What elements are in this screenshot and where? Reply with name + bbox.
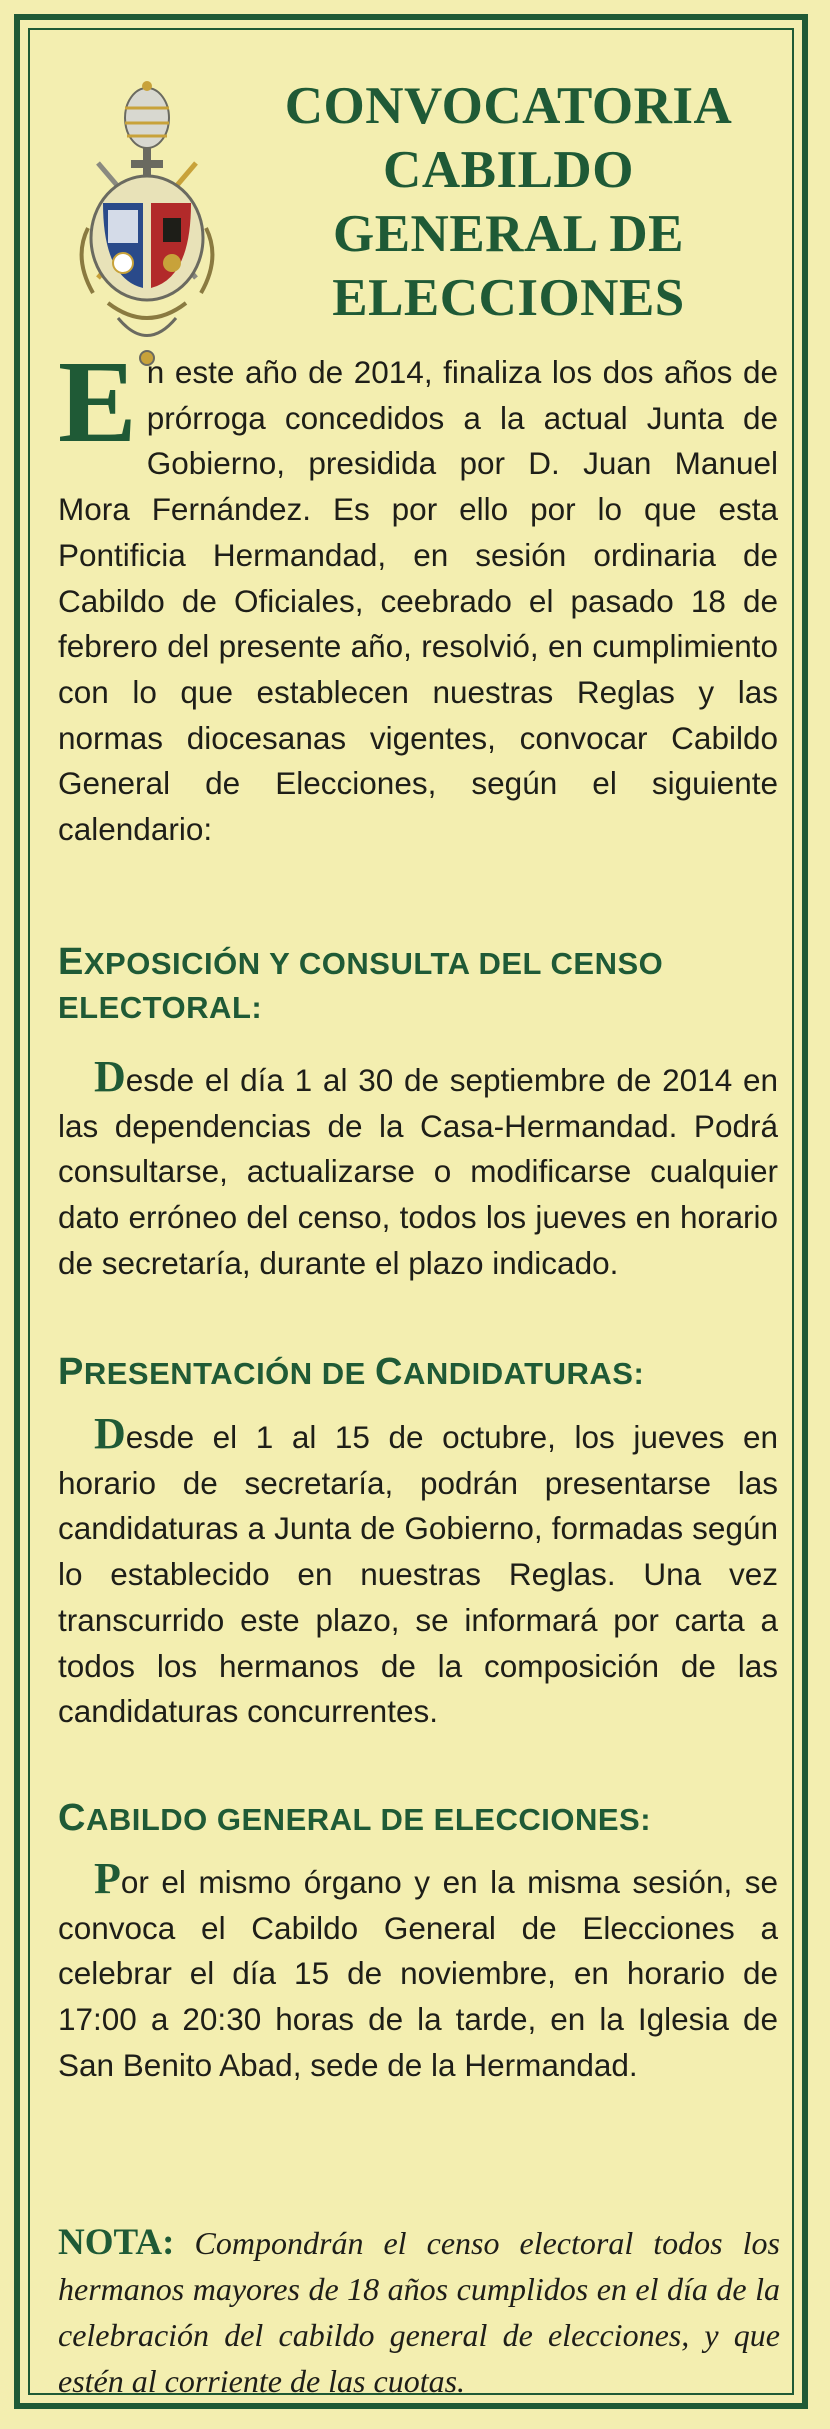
title-line-3: GENERAL DE xyxy=(332,205,685,263)
intro-paragraph xyxy=(58,336,778,853)
title-line-2: CABILDO xyxy=(383,141,634,199)
page-title xyxy=(236,74,781,330)
section-heading-census-rest: XPOSICIÓN Y CONSULTA DEL CENSO ELECTORAL: xyxy=(58,946,664,1025)
note-paragraph xyxy=(58,2220,780,2404)
section-heading-elections xyxy=(58,1796,778,1842)
note-text: Compondrán el censo electoral todos los hermanos mayores de 18 años cumplidos en el día de la celebración del cabildo general de elecciones, y que estén al corriente de las cuotas. xyxy=(58,2225,781,2399)
section-elections-dropcap: P xyxy=(94,1854,121,1903)
section-census-text: esde el día 1 al 30 de septiembre de 2014 en las dependencias de la Casa-Hermandad. Podrá consultarse, actualizarse o modificarse cualquier dato erróneo del censo, todos los jueves en horario de secretaría, durante el plazo indicado. xyxy=(58,1062,778,1281)
section-candidacies-dropcap: D xyxy=(94,1409,126,1458)
title-line-1: CONVOCATORIA xyxy=(284,77,733,135)
section-heading-candidacies-cap2: C xyxy=(374,1351,403,1393)
intro-text: n este año de 2014, finaliza los dos años de prórroga concedidos a la actual Junta de Gobierno, presidida por D. Juan Manuel Mora Fernández. Es por ello por lo que esta Pontificia Hermandad, en sesión ordinaria de Cabildo de Oficiales, ceebrado el pasado 18 de febrero del presente año, resolvió, en cumplimiento con lo que establecen nuestras Reglas y las normas diocesanas vigentes, convocar Cabildo General de Elecciones, según el siguiente calendario: xyxy=(58,354,778,848)
section-candidacies-text: esde el 1 al 15 de octubre, los jueves en horario de secretaría, podrán presentarse las candidaturas a Junta de Gobierno, formadas según lo establecido en nuestras Reglas. Una vez transcurrido este plazo, se informará por carta a todos los hermanos de la composición de las candidaturas concurrentes. xyxy=(58,1419,778,1730)
intro-dropcap: E xyxy=(58,336,137,467)
section-heading-candidacies xyxy=(58,1350,778,1396)
section-heading-candidacies-cap: P xyxy=(58,1351,84,1393)
section-body-candidacies xyxy=(58,1411,778,1735)
note-label: NOTA: xyxy=(58,2222,175,2263)
section-heading-census xyxy=(58,940,778,1030)
section-heading-elections-cap: C xyxy=(58,1797,86,1839)
section-heading-candidacies-rest2: ANDIDATURAS: xyxy=(402,1356,645,1391)
section-heading-candidacies-rest: RESENTACIÓN DE xyxy=(83,1356,375,1391)
title-line-4: ELECCIONES xyxy=(332,269,685,327)
brotherhood-coat-of-arms-icon xyxy=(68,78,226,374)
section-elections-text: or el mismo órgano y en la misma sesión, se convoca el Cabildo General de Elecciones a celebrar el día 15 de noviembre, en horario de 17:00 a 20:30 horas de la tarde, en la Iglesia de San Benito Abad, sede de la Hermandad. xyxy=(58,1864,778,2083)
section-body-elections xyxy=(58,1856,778,2089)
section-heading-census-cap: E xyxy=(58,941,84,983)
section-heading-elections-rest: ABILDO GENERAL DE ELECCIONES: xyxy=(85,1802,652,1837)
section-body-census xyxy=(58,1054,778,1287)
section-census-dropcap: D xyxy=(94,1052,126,1101)
